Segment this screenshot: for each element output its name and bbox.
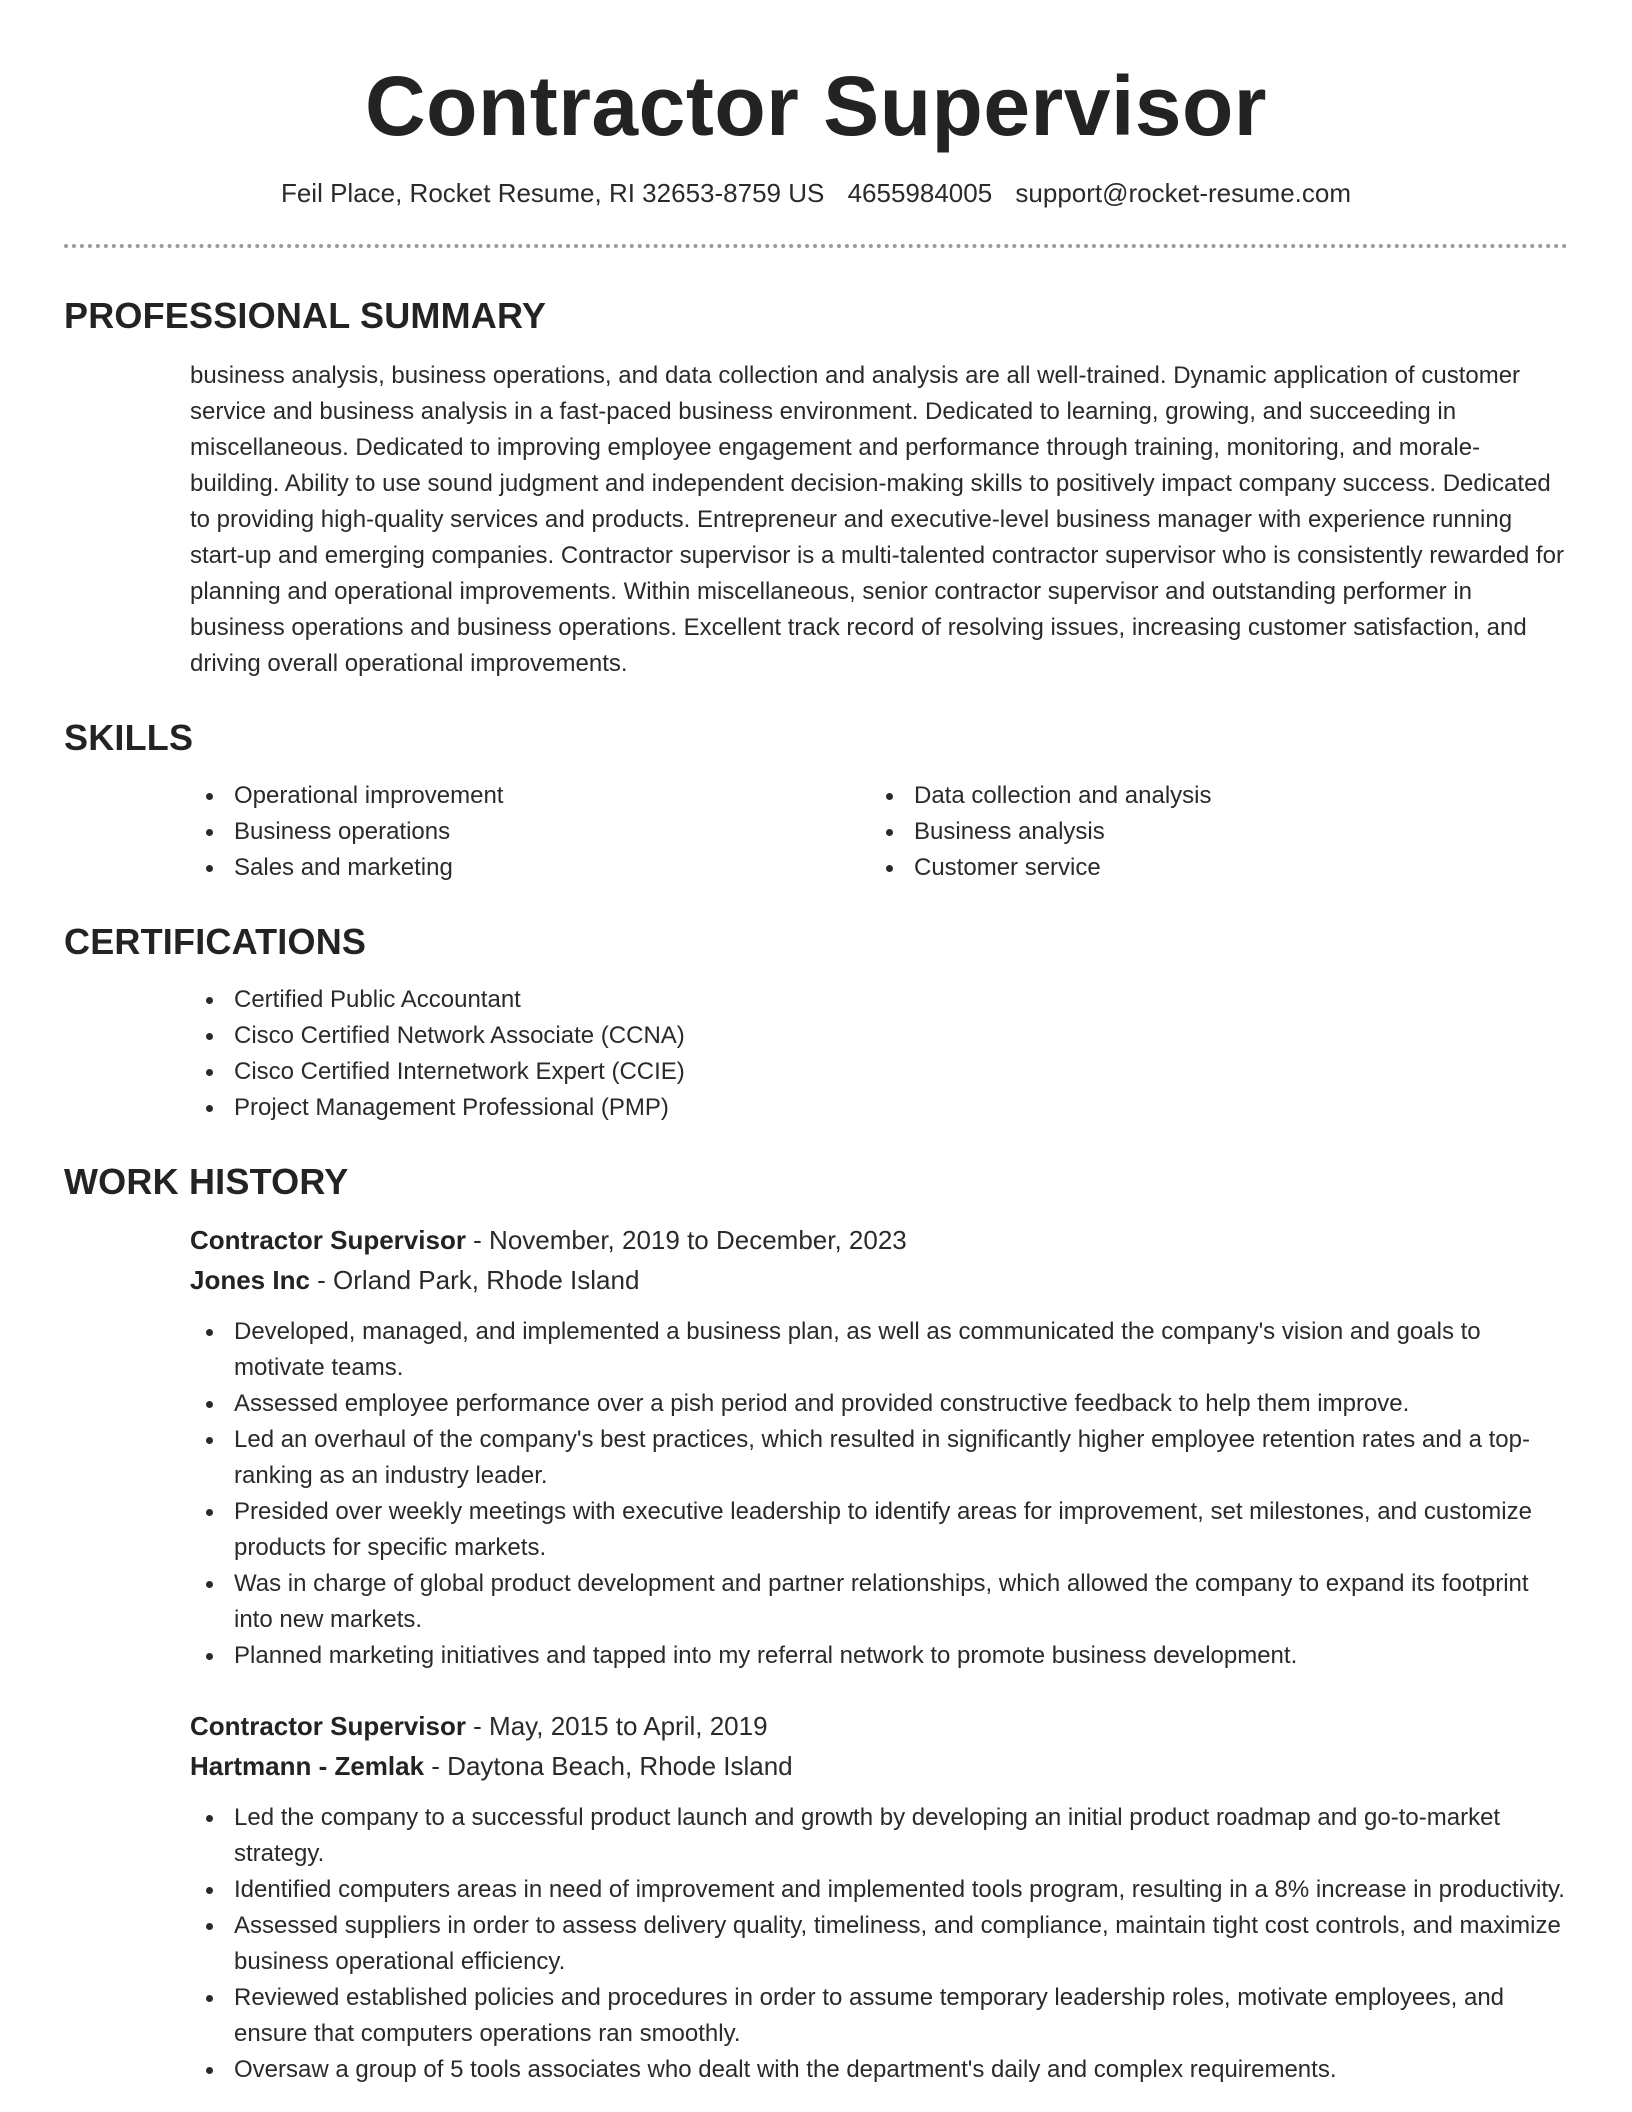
skill-item: Business operations [190,814,870,850]
job-company-line [190,1746,1568,1786]
skills-right-column [870,778,1550,886]
job-bullet: Assessed employee performance over a pish period and provided constructive feedback to help them improve. [190,1386,1568,1422]
job-bullet: Oversaw a group of 5 tools associates who dealt with the department's daily and complex requirements. [190,2052,1568,2088]
job-title-line [190,1706,1568,1746]
certification-item: Cisco Certified Network Associate (CCNA) [190,1018,1568,1054]
job-entry [190,1220,1568,1300]
job-bullet: Was in charge of global product development and partner relationships, which allowed the company to expand its footprint into new markets. [190,1566,1568,1638]
certifications-list [190,982,1568,1126]
certifications-heading: CERTIFICATIONS [64,921,367,962]
contact-address: Feil Place, Rocket Resume, RI 32653-8759 US [280,178,825,208]
skills-heading: SKILLS [64,717,194,758]
job-company: Jones Inc [190,1265,310,1295]
job-bullet: Led the company to a successful product launch and growth by developing an initial product roadmap and go-to-market strategy. [190,1800,1568,1872]
job-dates: - May, 2015 to April, 2019 [465,1711,768,1741]
skills-list [190,778,1568,886]
job-dates: - November, 2019 to December, 2023 [465,1225,907,1255]
job-bullet: Identified computers areas in need of improvement and implemented tools program, resulting in a 8% increase in productivity. [190,1872,1568,1908]
candidate-name: Contractor Supervisor [364,59,1267,153]
job-bullet: Reviewed established policies and procedures in order to assume temporary leadership roles, motivate employees, and ensure that computers operations ran smoothly. [190,1980,1568,2052]
summary-heading: PROFESSIONAL SUMMARY [64,295,547,336]
job-bullet: Assessed suppliers in order to assess delivery quality, timeliness, and compliance, maintain tight cost controls, and maximize business operational efficiency. [190,1908,1568,1980]
job-location: - Daytona Beach, Rhode Island [424,1751,793,1781]
job-bullets [190,1800,1568,2088]
certification-item: Cisco Certified Internetwork Expert (CCIE) [190,1054,1568,1090]
job-role: Contractor Supervisor [190,1225,466,1255]
job-location: - Orland Park, Rhode Island [309,1265,640,1295]
job-bullet: Planned marketing initiatives and tapped into my referral network to promote business development. [190,1638,1568,1674]
skill-item: Data collection and analysis [870,778,1550,814]
job-bullets [190,1314,1568,1674]
certification-item: Project Management Professional (PMP) [190,1090,1568,1126]
header-divider [64,244,1568,248]
job-bullet: Developed, managed, and implemented a business plan, as well as communicated the company's vision and goals to motivate teams. [190,1314,1568,1386]
job-entry [190,1706,1568,1786]
job-role: Contractor Supervisor [190,1711,466,1741]
skill-item: Sales and marketing [190,850,870,886]
job-bullet: Led an overhaul of the company's best practices, which resulted in significantly higher employee retention rates and a top-ranking as an industry leader. [190,1422,1568,1494]
work-history-heading: WORK HISTORY [64,1161,349,1202]
skill-item: Business analysis [870,814,1550,850]
resume-page [64,0,1568,2088]
skills-left-column [190,778,870,886]
job-company: Hartmann - Zemlak [190,1751,425,1781]
job-bullet: Presided over weekly meetings with executive leadership to identify areas for improvement, set milestones, and customize products for specific markets. [190,1494,1568,1566]
contact-line [64,176,1568,210]
contact-phone: 4655984005 [847,178,993,208]
skill-item: Operational improvement [190,778,870,814]
certification-item: Certified Public Accountant [190,982,1568,1018]
contact-email: support@rocket-resume.com [1015,178,1352,208]
job-title-line [190,1220,1568,1260]
skill-item: Customer service [870,850,1550,886]
summary-text: business analysis, business operations, and data collection and analysis are all well-trained. Dynamic application of customer service and business analysis in a fast-paced business environment. Dedicated to learning, growing, and succeeding in miscellaneous. Dedicated to improving employee engagement and performance through training, monitoring, and morale-building. Ability to use sound judgment and independent decision-making skills to positively impact company success. Dedicated to providing high-quality services and products. Entrepreneur and executive-level business manager with experience running start-up and emerging companies. Contractor supervisor is a multi-talented contractor supervisor who is consistently rewarded for planning and operational improvements. Within miscellaneous, senior contractor supervisor and outstanding performer in business operations and business operations. Excellent track record of resolving issues, increasing customer satisfaction, and driving overall operational improvements. [190,362,1564,677]
job-company-line [190,1260,1568,1300]
